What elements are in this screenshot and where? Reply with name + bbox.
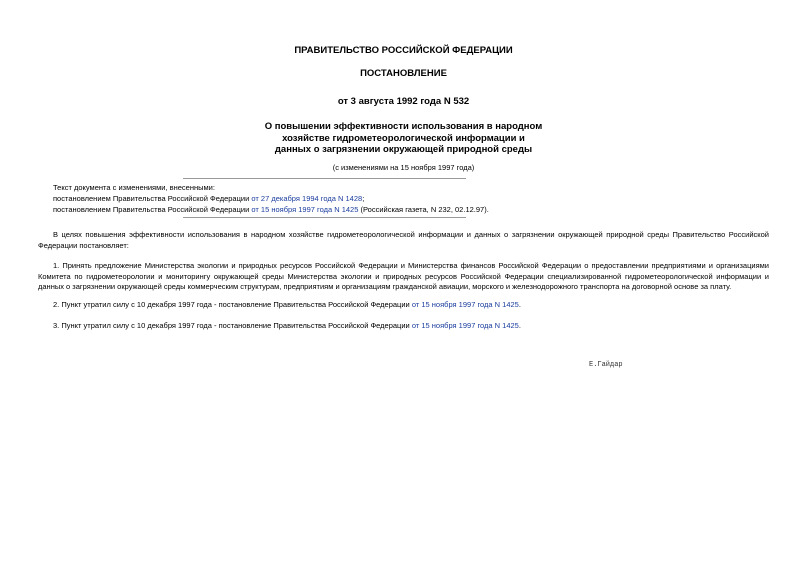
history-item-suffix: ; bbox=[362, 194, 365, 203]
divider-top bbox=[183, 178, 466, 179]
preamble-paragraph bbox=[38, 230, 769, 251]
title-line: хозяйстве гидрометеорологической информации и bbox=[282, 132, 525, 144]
clause-2-paragraph bbox=[38, 300, 769, 311]
history-item-suffix: (Российская газета, N 232, 02.12.97). bbox=[358, 205, 489, 214]
history-item bbox=[53, 204, 489, 215]
amendment-history bbox=[53, 182, 489, 215]
clause-3-link[interactable]: от 15 ноября 1997 года N 1425 bbox=[411, 321, 519, 330]
clause-3-suffix: . bbox=[518, 321, 521, 330]
clause-3-text: 3. Пункт утратил силу с 10 декабря 1997 года - постановление Правительства Российской Федерации bbox=[53, 321, 412, 330]
title-line: данных о загрязнении окружающей природной среды bbox=[274, 144, 533, 155]
document-type-heading: ПОСТАНОВЛЕНИЕ bbox=[360, 68, 447, 79]
history-item-text: постановлением Правительства Российской Федерации bbox=[53, 205, 252, 214]
document-date-number: от 3 августа 1992 года N 532 bbox=[337, 96, 470, 107]
title-line: О повышении эффективности использования в народном bbox=[264, 121, 543, 132]
history-item bbox=[53, 193, 489, 204]
preamble-text: В целях повышения эффективности использования в народном хозяйстве гидрометеорологической информации и данных о загрязнении окружающей природной среды Правительство Российской Федерации постановляет: bbox=[38, 230, 769, 250]
history-intro: Текст документа с изменениями, внесенными: bbox=[53, 183, 215, 192]
clause-3-paragraph bbox=[38, 321, 769, 332]
clause-1-paragraph bbox=[38, 261, 769, 293]
history-item-text: постановлением Правительства Российской Федерации bbox=[53, 194, 252, 203]
divider-bottom bbox=[183, 217, 466, 218]
changes-note: (с изменениями на 15 ноября 1997 года) bbox=[332, 163, 475, 172]
clause-2-link[interactable]: от 15 ноября 1997 года N 1425 bbox=[411, 300, 519, 309]
amendment-link-1994[interactable]: от 27 декабря 1994 года N 1428 bbox=[251, 194, 363, 203]
signature: Е.Гайдар bbox=[589, 361, 623, 369]
amendment-link-1997[interactable]: от 15 ноября 1997 года N 1425 bbox=[251, 205, 359, 214]
clause-2-text: 2. Пункт утратил силу с 10 декабря 1997 года - постановление Правительства Российской Федерации bbox=[53, 300, 412, 309]
clause-2-suffix: . bbox=[518, 300, 521, 309]
document-title bbox=[0, 121, 807, 156]
government-heading: ПРАВИТЕЛЬСТВО РОССИЙСКОЙ ФЕДЕРАЦИИ bbox=[294, 45, 513, 56]
clause-1-text: 1. Принять предложение Министерства экологии и природных ресурсов Российской Федерации и Министерства финансов Российской Федерации о предоставлении предприятиями и организациями Комитета по гидрометеорологии и мониторингу окружающей среды Министерства экологии и природных ресурсов Российской Федерации специализированной гидрометеорологической информации и данных о загрязнении окружающей среды коммерческим структурам, предприятиям и организациям гражданской авиации, морского и железнодорожного транспорта на договорной основе за плату. bbox=[38, 261, 769, 291]
